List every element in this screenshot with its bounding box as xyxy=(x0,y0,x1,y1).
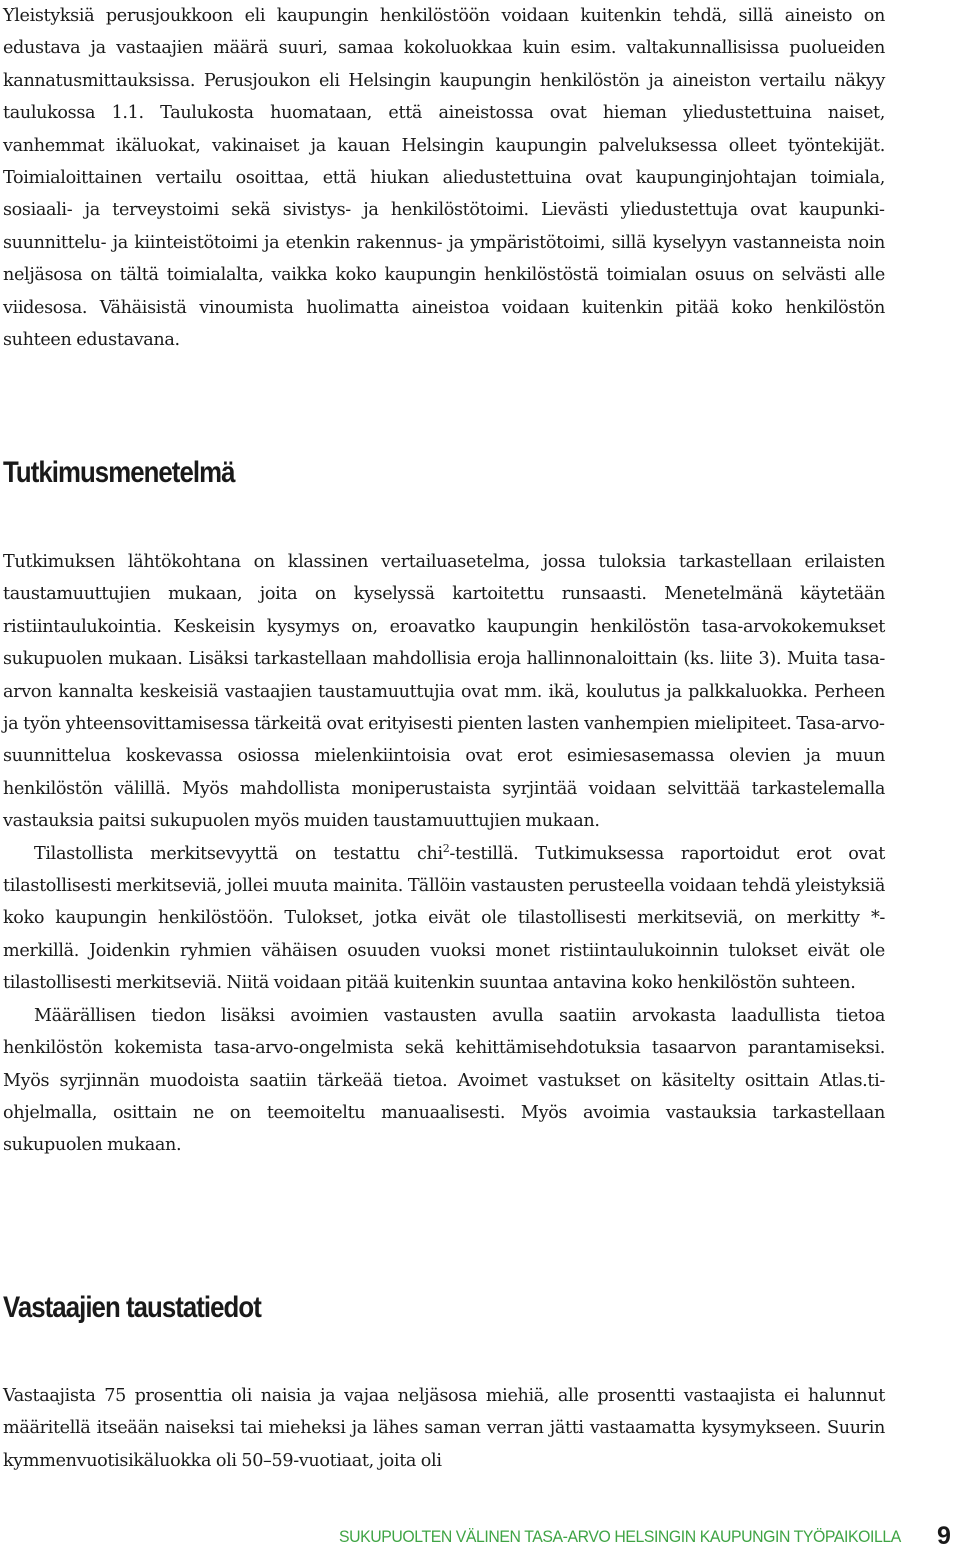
section-taustatiedot-text xyxy=(3,1380,885,1477)
footer-publication-title: SUKUPUOLTEN VÄLINEN TASA-ARVO HELSINGIN KAUPUNGIN TYÖPAIKOILLA xyxy=(339,1527,901,1546)
section-tutkimusmenetelma-text xyxy=(3,546,885,1162)
chi-squared-superscript: 2 xyxy=(442,841,450,855)
method-paragraph-1: Tutkimuksen lähtökohtana on klassinen vertailuasetelma, jossa tuloksia tarkastellaan erilaisten taustamuuttujien mukaan, joita on kyselyssä kartoitettu runsaasti. Menetelmänä käytetään ristiintaulukointia. Keskeisin kysymys on, eroavatko kaupungin henkilöstön tasa-arvokokemukset sukupuolen mukaan. Lisäksi tarkastellaan mahdollisia eroja hallinnonaloittain (ks. liite 3). Muita tasa-arvon kannalta keskeisiä vastaajien taustamuuttujia ovat mm. ikä, koulutus ja palkkaluokka. Perheen ja työn yhteensovittamisessa tärkeitä ovat erityisesti pienten lasten vanhempien mielipiteet. Tasa-arvosuunnittelua koskevassa osiossa mielenkiintoisia ovat erot esimiesasemassa olevien ja muun henkilöstön välillä. Myös mahdollista moniperustaista syrjintää voidaan selvittää tarkastelemalla vastauksia paitsi sukupuolen myös muiden taustamuuttujien mukaan. xyxy=(3,552,885,832)
intro-text xyxy=(3,0,885,356)
section-heading-tutkimusmenetelma: Tutkimusmenetelmä xyxy=(3,456,235,489)
intro-paragraph: Yleistyksiä perusjoukkoon eli kaupungin henkilöstöön voidaan kuitenkin tehdä, sillä aineisto on edustava ja vastaajien määrä suuri, samaa kokoluokkaa kuin esim. valtakunnallisissa puolueiden kannatusmittauksissa. Perusjoukon eli Helsingin kaupungin henkilöstön ja aineiston vertailu näkyy taulukossa 1.1. Taulukosta huomataan, että aineistossa ovat hieman yliedustettuina naiset, vanhemmat ikäluokat, vakinaiset ja kauan Helsingin kaupungin palveluksessa olleet työntekijät. Toimialoittainen vertailu osoittaa, että hiukan aliedustettuina ovat kaupunginjohtajan toimiala, sosiaali- ja terveystoimi sekä sivistys- ja henkilöstötoimi. Lievästi yliedustettuja ovat kaupunkisuunnittelu- ja kiinteistötoimi ja etenkin rakennus- ja ympäristötoimi, sillä kyselyyn vastanneista noin neljäsosa on tältä toimialalta, vaikka koko kaupungin henkilöstöstä toimialan osuus on selvästi alle viidesosa. Vähäisistä vinoumista huolimatta aineistoa voidaan kuitenkin pitää koko henkilöstön suhteen edustavana. xyxy=(3,6,885,351)
section-heading-vastaajien-taustatiedot: Vastaajien taustatiedot xyxy=(3,1291,261,1324)
method-paragraph-2-end: -testillä. Tutkimuksessa raportoidut erot ovat tilastollisesti merkitseviä, jollei muuta mainita. Tällöin vastausten perusteella voidaan tehdä yleistyksiä koko kaupungin henkilöstöön. Tulokset, jotka eivät ole tilastollisesti merkitseviä, on merkitty *-merkillä. Joidenkin ryhmien vähäisen osuuden vuoksi monet ristiintaulukoinnin tulokset eivät ole tilastollisesti merkitseviä. Niitä voidaan pitää kuitenkin suuntaa antavina koko henkilöstön suhteen. xyxy=(3,843,885,994)
method-paragraph-2 xyxy=(3,838,885,1000)
page-number: 9 xyxy=(937,1522,951,1550)
method-paragraph-2-start: Tilastollista merkitsevyyttä on testattu chi xyxy=(34,843,443,864)
method-paragraph-3: Määrällisen tiedon lisäksi avoimien vastausten avulla saatiin arvokasta laadullista tietoa henkilöstön kokemista tasa-arvo-ongelmista sekä kehittämisehdotuksia tasaarvon parantamiseksi. Myös syrjinnän muodoista saatiin tärkeää tietoa. Avoimet vastukset on käsitelty osittain Atlas.ti-ohjelmalla, osittain ne on teemoiteltu manuaalisesti. Myös avoimia vastauksia tarkastellaan sukupuolen mukaan. xyxy=(3,1005,885,1156)
background-paragraph-1: Vastaajista 75 prosenttia oli naisia ja vajaa neljäsosa miehiä, alle prosentti vastaajista ei halunnut määritellä itseään naiseksi tai mieheksi ja lähes saman verran jätti vastaamatta kysymykseen. Suurin kymmenvuotisikäluokka oli 50–59-vuotiaat, joita oli xyxy=(3,1386,885,1471)
